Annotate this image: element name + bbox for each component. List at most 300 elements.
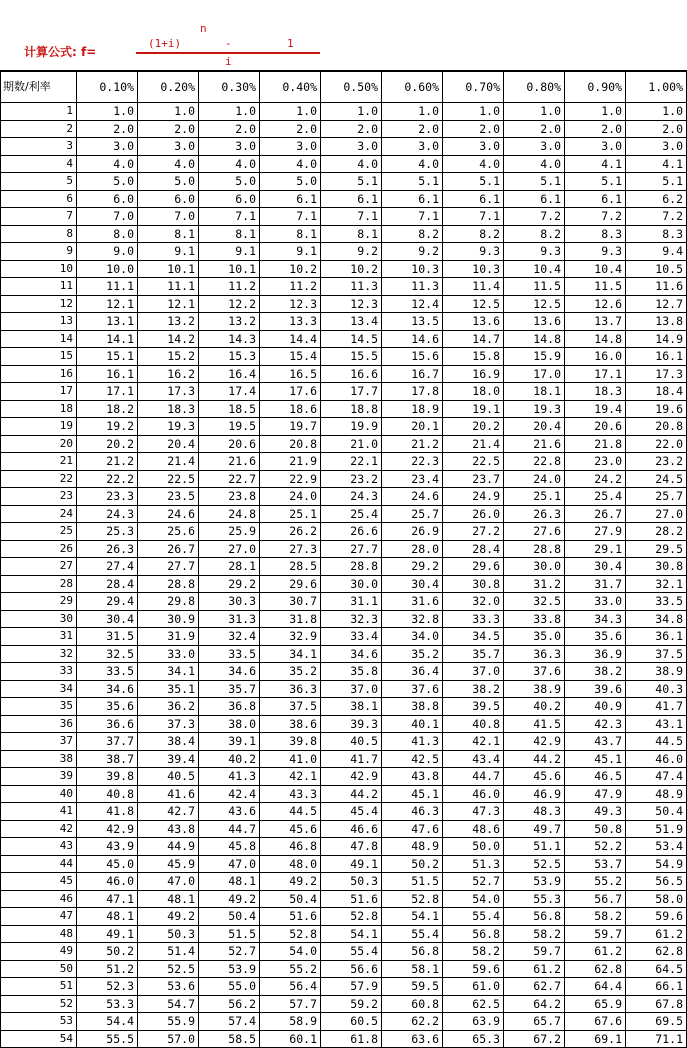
value-cell: 8.1 (321, 225, 382, 243)
value-cell: 34.6 (199, 663, 260, 681)
value-cell: 28.8 (504, 540, 565, 558)
value-cell: 16.6 (321, 365, 382, 383)
value-cell: 12.3 (260, 295, 321, 313)
value-cell: 1.0 (260, 103, 321, 121)
value-cell: 58.2 (504, 925, 565, 943)
value-cell: 8.3 (565, 225, 626, 243)
value-cell: 6.1 (260, 190, 321, 208)
value-cell: 23.2 (321, 470, 382, 488)
value-cell: 32.5 (77, 645, 138, 663)
value-cell: 13.2 (199, 313, 260, 331)
value-cell: 37.0 (321, 680, 382, 698)
period-cell: 22 (1, 470, 77, 488)
value-cell: 43.8 (382, 768, 443, 786)
value-cell: 38.2 (443, 680, 504, 698)
rate-header: 0.60% (382, 71, 443, 103)
table-row (1, 995, 687, 1013)
period-cell: 53 (1, 1013, 77, 1031)
value-cell: 56.6 (321, 960, 382, 978)
value-cell: 14.3 (199, 330, 260, 348)
value-cell: 7.1 (382, 208, 443, 226)
value-cell: 1.0 (138, 103, 199, 121)
value-cell: 7.2 (504, 208, 565, 226)
value-cell: 5.0 (260, 173, 321, 191)
value-cell: 6.1 (565, 190, 626, 208)
table-row (1, 488, 687, 506)
value-cell: 56.7 (565, 890, 626, 908)
value-cell: 61.2 (565, 943, 626, 961)
value-cell: 21.9 (260, 453, 321, 471)
value-cell: 31.6 (382, 593, 443, 611)
value-cell: 37.6 (504, 663, 565, 681)
value-cell: 6.0 (199, 190, 260, 208)
value-cell: 6.2 (626, 190, 687, 208)
value-cell: 12.5 (443, 295, 504, 313)
value-cell: 35.1 (138, 680, 199, 698)
table-row (1, 663, 687, 681)
value-cell: 38.9 (504, 680, 565, 698)
table-row (1, 278, 687, 296)
value-cell: 30.3 (199, 593, 260, 611)
table-row (1, 855, 687, 873)
value-cell: 6.1 (321, 190, 382, 208)
value-cell: 10.2 (321, 260, 382, 278)
value-cell: 18.0 (443, 383, 504, 401)
value-cell: 6.1 (443, 190, 504, 208)
value-cell: 7.1 (443, 208, 504, 226)
table-row (1, 208, 687, 226)
table-row (1, 575, 687, 593)
value-cell: 36.1 (626, 628, 687, 646)
value-cell: 62.5 (443, 995, 504, 1013)
table-row (1, 698, 687, 716)
formula-header (0, 0, 687, 68)
value-cell: 55.4 (382, 925, 443, 943)
value-cell: 21.8 (565, 435, 626, 453)
value-cell: 53.4 (626, 838, 687, 856)
table-row (1, 523, 687, 541)
value-cell: 60.1 (260, 1030, 321, 1048)
value-cell: 27.3 (260, 540, 321, 558)
value-cell: 9.3 (504, 243, 565, 261)
value-cell: 40.8 (77, 785, 138, 803)
value-cell: 4.0 (260, 155, 321, 173)
value-cell: 42.1 (443, 733, 504, 751)
period-cell: 46 (1, 890, 77, 908)
period-cell: 29 (1, 593, 77, 611)
value-cell: 33.0 (565, 593, 626, 611)
value-cell: 36.8 (199, 698, 260, 716)
value-cell: 30.4 (77, 610, 138, 628)
value-cell: 26.6 (321, 523, 382, 541)
value-cell: 7.0 (138, 208, 199, 226)
value-cell: 30.4 (565, 558, 626, 576)
value-cell: 19.3 (504, 400, 565, 418)
value-cell: 2.0 (626, 120, 687, 138)
value-cell: 51.1 (504, 838, 565, 856)
rate-header: 0.40% (260, 71, 321, 103)
value-cell: 11.4 (443, 278, 504, 296)
value-cell: 35.0 (504, 628, 565, 646)
value-cell: 36.9 (565, 645, 626, 663)
value-cell: 9.3 (565, 243, 626, 261)
value-cell: 43.1 (626, 715, 687, 733)
period-cell: 52 (1, 995, 77, 1013)
value-cell: 25.7 (626, 488, 687, 506)
value-cell: 20.8 (626, 418, 687, 436)
value-cell: 38.8 (382, 698, 443, 716)
period-cell: 45 (1, 873, 77, 891)
period-cell: 26 (1, 540, 77, 558)
value-cell: 21.6 (504, 435, 565, 453)
value-cell: 31.5 (77, 628, 138, 646)
value-cell: 51.9 (626, 820, 687, 838)
period-cell: 17 (1, 383, 77, 401)
value-cell: 41.3 (382, 733, 443, 751)
value-cell: 23.4 (382, 470, 443, 488)
value-cell: 48.1 (77, 908, 138, 926)
value-cell: 5.1 (382, 173, 443, 191)
table-row (1, 890, 687, 908)
value-cell: 17.3 (626, 365, 687, 383)
value-cell: 10.1 (199, 260, 260, 278)
value-cell: 29.2 (199, 575, 260, 593)
value-cell: 40.5 (321, 733, 382, 751)
value-cell: 67.6 (565, 1013, 626, 1031)
value-cell: 47.6 (382, 820, 443, 838)
value-cell: 4.0 (199, 155, 260, 173)
value-cell: 47.1 (77, 890, 138, 908)
value-cell: 24.9 (443, 488, 504, 506)
value-cell: 9.1 (260, 243, 321, 261)
value-cell: 27.6 (504, 523, 565, 541)
value-cell: 6.0 (138, 190, 199, 208)
rate-header: 0.20% (138, 71, 199, 103)
value-cell: 30.0 (504, 558, 565, 576)
value-cell: 12.2 (199, 295, 260, 313)
value-cell: 11.1 (77, 278, 138, 296)
table-row (1, 365, 687, 383)
value-cell: 33.3 (443, 610, 504, 628)
value-cell: 40.5 (138, 768, 199, 786)
value-cell: 39.8 (260, 733, 321, 751)
value-cell: 38.1 (321, 698, 382, 716)
table-row (1, 505, 687, 523)
value-cell: 1.0 (504, 103, 565, 121)
formula-denominator: i (225, 55, 232, 68)
value-cell: 26.7 (565, 505, 626, 523)
value-cell: 30.8 (443, 575, 504, 593)
value-cell: 20.6 (199, 435, 260, 453)
value-cell: 49.2 (260, 873, 321, 891)
value-cell: 3.0 (504, 138, 565, 156)
value-cell: 66.1 (626, 978, 687, 996)
value-cell: 12.3 (321, 295, 382, 313)
value-cell: 53.7 (565, 855, 626, 873)
value-cell: 16.5 (260, 365, 321, 383)
value-cell: 18.3 (138, 400, 199, 418)
value-cell: 60.5 (321, 1013, 382, 1031)
value-cell: 19.7 (260, 418, 321, 436)
value-cell: 36.2 (138, 698, 199, 716)
value-cell: 35.7 (199, 680, 260, 698)
value-cell: 39.8 (77, 768, 138, 786)
formula-label: 计算公式: f= (24, 45, 97, 59)
value-cell: 9.1 (138, 243, 199, 261)
value-cell: 62.8 (565, 960, 626, 978)
value-cell: 39.1 (199, 733, 260, 751)
period-cell: 15 (1, 348, 77, 366)
value-cell: 36.4 (382, 663, 443, 681)
value-cell: 5.1 (321, 173, 382, 191)
value-cell: 10.4 (504, 260, 565, 278)
value-cell: 17.7 (321, 383, 382, 401)
value-cell: 15.1 (77, 348, 138, 366)
value-cell: 54.1 (382, 908, 443, 926)
value-cell: 50.8 (565, 820, 626, 838)
period-cell: 8 (1, 225, 77, 243)
value-cell: 48.9 (382, 838, 443, 856)
value-cell: 49.1 (77, 925, 138, 943)
value-cell: 50.3 (321, 873, 382, 891)
value-cell: 40.8 (443, 715, 504, 733)
value-cell: 42.7 (138, 803, 199, 821)
value-cell: 3.0 (138, 138, 199, 156)
period-cell: 1 (1, 103, 77, 121)
value-cell: 5.1 (504, 173, 565, 191)
value-cell: 16.9 (443, 365, 504, 383)
value-cell: 31.2 (504, 575, 565, 593)
table-row (1, 838, 687, 856)
value-cell: 3.0 (626, 138, 687, 156)
value-cell: 4.0 (443, 155, 504, 173)
value-cell: 15.4 (260, 348, 321, 366)
value-cell: 49.1 (321, 855, 382, 873)
formula-minus: - (225, 37, 232, 50)
period-cell: 48 (1, 925, 77, 943)
value-cell: 19.4 (565, 400, 626, 418)
value-cell: 46.3 (382, 803, 443, 821)
value-cell: 5.1 (626, 173, 687, 191)
value-cell: 1.0 (565, 103, 626, 121)
table-row (1, 803, 687, 821)
period-cell: 49 (1, 943, 77, 961)
value-cell: 58.2 (565, 908, 626, 926)
value-cell: 44.5 (626, 733, 687, 751)
period-cell: 32 (1, 645, 77, 663)
value-cell: 49.7 (504, 820, 565, 838)
value-cell: 49.2 (199, 890, 260, 908)
value-cell: 33.5 (77, 663, 138, 681)
value-cell: 53.3 (77, 995, 138, 1013)
period-cell: 42 (1, 820, 77, 838)
value-cell: 5.1 (565, 173, 626, 191)
rate-header: 0.10% (77, 71, 138, 103)
value-cell: 46.5 (565, 768, 626, 786)
value-cell: 31.8 (260, 610, 321, 628)
value-cell: 38.0 (199, 715, 260, 733)
value-cell: 55.4 (321, 943, 382, 961)
value-cell: 26.0 (443, 505, 504, 523)
value-cell: 53.9 (199, 960, 260, 978)
value-cell: 26.9 (382, 523, 443, 541)
value-cell: 54.0 (260, 943, 321, 961)
value-cell: 31.7 (565, 575, 626, 593)
value-cell: 8.2 (443, 225, 504, 243)
value-cell: 2.0 (260, 120, 321, 138)
period-cell: 14 (1, 330, 77, 348)
value-cell: 32.8 (382, 610, 443, 628)
value-cell: 42.3 (565, 715, 626, 733)
value-cell: 11.3 (382, 278, 443, 296)
table-row (1, 243, 687, 261)
value-cell: 50.3 (138, 925, 199, 943)
value-cell: 28.4 (443, 540, 504, 558)
table-row (1, 558, 687, 576)
table-row (1, 610, 687, 628)
value-cell: 59.5 (382, 978, 443, 996)
value-cell: 25.1 (260, 505, 321, 523)
value-cell: 34.0 (382, 628, 443, 646)
period-cell: 3 (1, 138, 77, 156)
period-cell: 27 (1, 558, 77, 576)
value-cell: 11.2 (260, 278, 321, 296)
value-cell: 7.1 (260, 208, 321, 226)
value-cell: 28.4 (77, 575, 138, 593)
value-cell: 39.3 (321, 715, 382, 733)
value-cell: 42.9 (77, 820, 138, 838)
value-cell: 57.9 (321, 978, 382, 996)
value-cell: 22.3 (382, 453, 443, 471)
value-cell: 62.8 (626, 943, 687, 961)
value-cell: 41.6 (138, 785, 199, 803)
value-cell: 67.8 (626, 995, 687, 1013)
value-cell: 40.2 (199, 750, 260, 768)
value-cell: 53.9 (504, 873, 565, 891)
value-cell: 48.1 (138, 890, 199, 908)
value-cell: 11.5 (504, 278, 565, 296)
value-cell: 15.9 (504, 348, 565, 366)
rate-header: 0.50% (321, 71, 382, 103)
value-cell: 46.0 (77, 873, 138, 891)
value-cell: 12.6 (565, 295, 626, 313)
value-cell: 69.5 (626, 1013, 687, 1031)
table-row (1, 733, 687, 751)
value-cell: 25.1 (504, 488, 565, 506)
value-cell: 44.2 (321, 785, 382, 803)
value-cell: 8.1 (260, 225, 321, 243)
value-cell: 59.6 (626, 908, 687, 926)
value-cell: 14.1 (77, 330, 138, 348)
value-cell: 52.8 (382, 890, 443, 908)
value-cell: 34.1 (260, 645, 321, 663)
value-cell: 29.1 (565, 540, 626, 558)
value-cell: 55.5 (77, 1030, 138, 1048)
value-cell: 30.0 (321, 575, 382, 593)
value-cell: 49.2 (138, 908, 199, 926)
value-cell: 6.0 (77, 190, 138, 208)
value-cell: 48.0 (260, 855, 321, 873)
table-row (1, 820, 687, 838)
period-cell: 24 (1, 505, 77, 523)
value-cell: 18.1 (504, 383, 565, 401)
value-cell: 12.1 (77, 295, 138, 313)
value-cell: 59.6 (443, 960, 504, 978)
value-cell: 11.2 (199, 278, 260, 296)
value-cell: 14.9 (626, 330, 687, 348)
value-cell: 47.8 (321, 838, 382, 856)
value-cell: 23.3 (77, 488, 138, 506)
value-cell: 22.0 (626, 435, 687, 453)
value-cell: 20.4 (504, 418, 565, 436)
value-cell: 42.9 (321, 768, 382, 786)
value-cell: 22.5 (443, 453, 504, 471)
period-cell: 2 (1, 120, 77, 138)
value-cell: 24.6 (382, 488, 443, 506)
table-row (1, 103, 687, 121)
table-row (1, 628, 687, 646)
value-cell: 28.1 (199, 558, 260, 576)
value-cell: 52.7 (443, 873, 504, 891)
value-cell: 17.0 (504, 365, 565, 383)
value-cell: 1.0 (626, 103, 687, 121)
value-cell: 29.6 (443, 558, 504, 576)
value-cell: 32.5 (504, 593, 565, 611)
period-cell: 9 (1, 243, 77, 261)
value-cell: 7.1 (321, 208, 382, 226)
period-cell: 10 (1, 260, 77, 278)
table-row (1, 383, 687, 401)
value-cell: 16.1 (626, 348, 687, 366)
value-cell: 62.2 (382, 1013, 443, 1031)
value-cell: 3.0 (382, 138, 443, 156)
value-cell: 16.7 (382, 365, 443, 383)
value-cell: 44.9 (138, 838, 199, 856)
value-cell: 43.6 (199, 803, 260, 821)
value-cell: 52.5 (504, 855, 565, 873)
table-row (1, 418, 687, 436)
period-cell: 5 (1, 173, 77, 191)
value-cell: 54.9 (626, 855, 687, 873)
value-cell: 3.0 (260, 138, 321, 156)
value-cell: 35.6 (77, 698, 138, 716)
value-cell: 59.7 (504, 943, 565, 961)
value-cell: 1.0 (382, 103, 443, 121)
table-row (1, 295, 687, 313)
value-cell: 39.4 (138, 750, 199, 768)
value-cell: 9.2 (321, 243, 382, 261)
value-cell: 63.9 (443, 1013, 504, 1031)
value-cell: 23.5 (138, 488, 199, 506)
value-cell: 20.2 (77, 435, 138, 453)
value-cell: 14.5 (321, 330, 382, 348)
value-cell: 24.6 (138, 505, 199, 523)
value-cell: 15.8 (443, 348, 504, 366)
value-cell: 47.0 (138, 873, 199, 891)
value-cell: 52.7 (199, 943, 260, 961)
value-cell: 34.6 (321, 645, 382, 663)
value-cell: 6.1 (504, 190, 565, 208)
value-cell: 41.7 (626, 698, 687, 716)
period-cell: 51 (1, 978, 77, 996)
value-cell: 1.0 (77, 103, 138, 121)
value-cell: 16.2 (138, 365, 199, 383)
table-row (1, 540, 687, 558)
value-cell: 54.4 (77, 1013, 138, 1031)
value-cell: 37.5 (260, 698, 321, 716)
value-cell: 45.6 (504, 768, 565, 786)
value-cell: 33.4 (321, 628, 382, 646)
